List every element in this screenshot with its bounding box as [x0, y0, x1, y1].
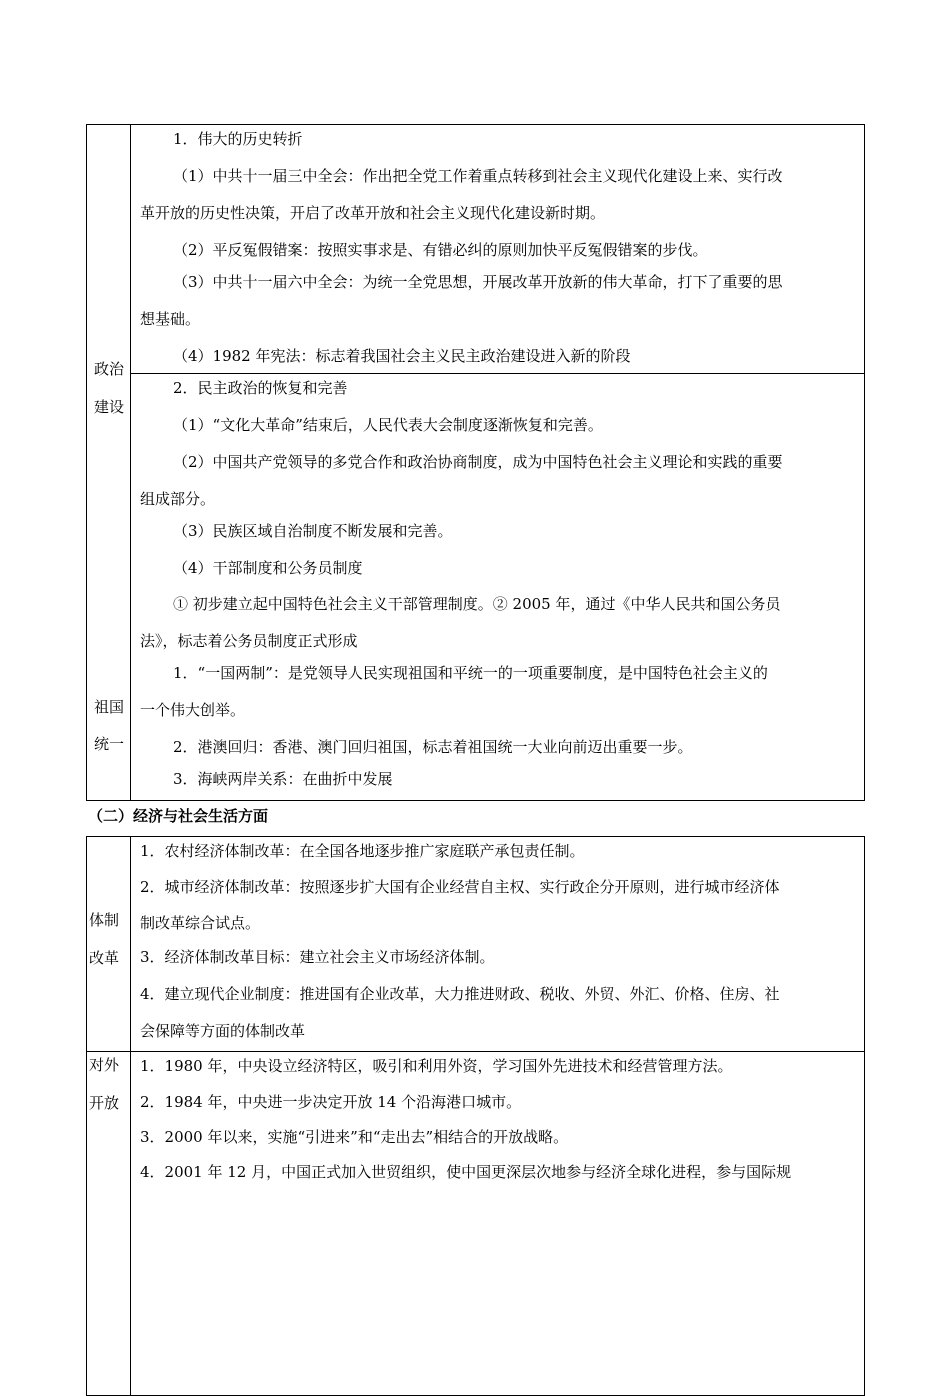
urban-reform-line1: 2．城市经济体制改革：按照逐步扩大国有企业经营自主权、实行政企分开原则，进行城市经济体	[140, 878, 780, 896]
unification-header-line2: 统一	[93, 735, 124, 753]
hk-macau-return-item: 2．港澳回归：香港、澳门回归祖国，标志着祖国统一大业向前迈出重要一步。	[173, 738, 693, 756]
table2-column-divider	[130, 836, 131, 1396]
politics-header-line2: 建设	[93, 398, 124, 416]
reform-header-line1: 体制	[88, 911, 119, 929]
modern-enterprise-line2: 会保障等方面的体制改革	[140, 1022, 306, 1040]
table2-row-divider	[86, 1051, 865, 1052]
npc-restoration-item: （1）“文化大革命”结束后，人民代表大会制度逐渐恢复和完善。	[173, 416, 603, 434]
regional-autonomy-item: （3）民族区域自治制度不断发展和完善。	[173, 522, 453, 540]
reform-goal-item: 3．经济体制改革目标：建立社会主义市场经济体制。	[140, 948, 495, 966]
table1-row-divider	[130, 373, 865, 374]
unification-header-line1: 祖国	[93, 698, 124, 716]
sixth-plenum-line2: 想基础。	[140, 310, 201, 328]
coastal-cities-1984-item: 2．1984 年，中央进一步决定开放 14 个沿海港口城市。	[140, 1093, 522, 1111]
democracy-title: 2．民主政治的恢复和完善	[173, 379, 348, 397]
opening-header-line1: 对外	[88, 1056, 119, 1074]
sixth-plenum-line1: （3）中共十一届六中全会：为统一全党思想，开展改革开放新的伟大革命，打下了重要的思	[173, 273, 783, 291]
section-title: （二）经济与社会生活方面	[88, 807, 269, 825]
civil-servant-line2: 法》，标志着公务员制度正式形成	[140, 632, 358, 650]
urban-reform-line2: 制改革综合试点。	[140, 914, 261, 932]
go-global-2000-item: 3．2000 年以来，实施“引进来”和“走出去”相结合的开放战略。	[140, 1128, 569, 1146]
sez-1980-item: 1．1980 年，中央设立经济特区，吸引和利用外资，学习国外先进技术和经营管理方法。	[140, 1057, 733, 1075]
multiparty-cooperation-line1: （2）中国共产党领导的多党合作和政治协商制度，成为中国特色社会主义理论和实践的重要	[173, 453, 783, 471]
multiparty-cooperation-line2: 组成部分。	[140, 490, 216, 508]
cross-strait-item: 3．海峡两岸关系：在曲折中发展	[173, 770, 393, 788]
one-country-two-systems-line2: 一个伟大创举。	[140, 701, 246, 719]
reform-header-line2: 改革	[88, 949, 119, 967]
historic-turn-title: 1．伟大的历史转折	[173, 130, 303, 148]
politics-header-line1: 政治	[93, 360, 124, 378]
rural-reform-item: 1．农村经济体制改革：在全国各地逐步推广家庭联产承包责任制。	[140, 842, 585, 860]
cadre-system-item: （4）干部制度和公务员制度	[173, 559, 363, 577]
one-country-two-systems-line1: 1．“一国两制”：是党领导人民实现祖国和平统一的一项重要制度，是中国特色社会主义的	[173, 664, 768, 682]
third-plenum-line2: 革开放的历史性决策，开启了改革开放和社会主义现代化建设新时期。	[140, 204, 606, 222]
opening-header-line2: 开放	[88, 1094, 119, 1112]
rehabilitation-item: （2）平反冤假错案：按照实事求是、有错必纠的原则加快平反冤假错案的步伐。	[173, 241, 708, 259]
modern-enterprise-line1: 4．建立现代企业制度：推进国有企业改革，大力推进财政、税收、外贸、外汇、价格、住房、社	[140, 985, 780, 1003]
third-plenum-line1: （1）中共十一届三中全会：作出把全党工作着重点转移到社会主义现代化建设上来、实行改	[173, 167, 783, 185]
constitution-1982-item: （4）1982 年宪法：标志着我国社会主义民主政治建设进入新的阶段	[173, 347, 631, 365]
civil-servant-line1: ① 初步建立起中国特色社会主义干部管理制度。② 2005 年，通过《中华人民共和国公务员	[173, 595, 781, 613]
wto-2001-item: 4．2001 年 12 月，中国正式加入世贸组织，使中国更深层次地参与经济全球化进程，参与国际规	[140, 1163, 792, 1181]
